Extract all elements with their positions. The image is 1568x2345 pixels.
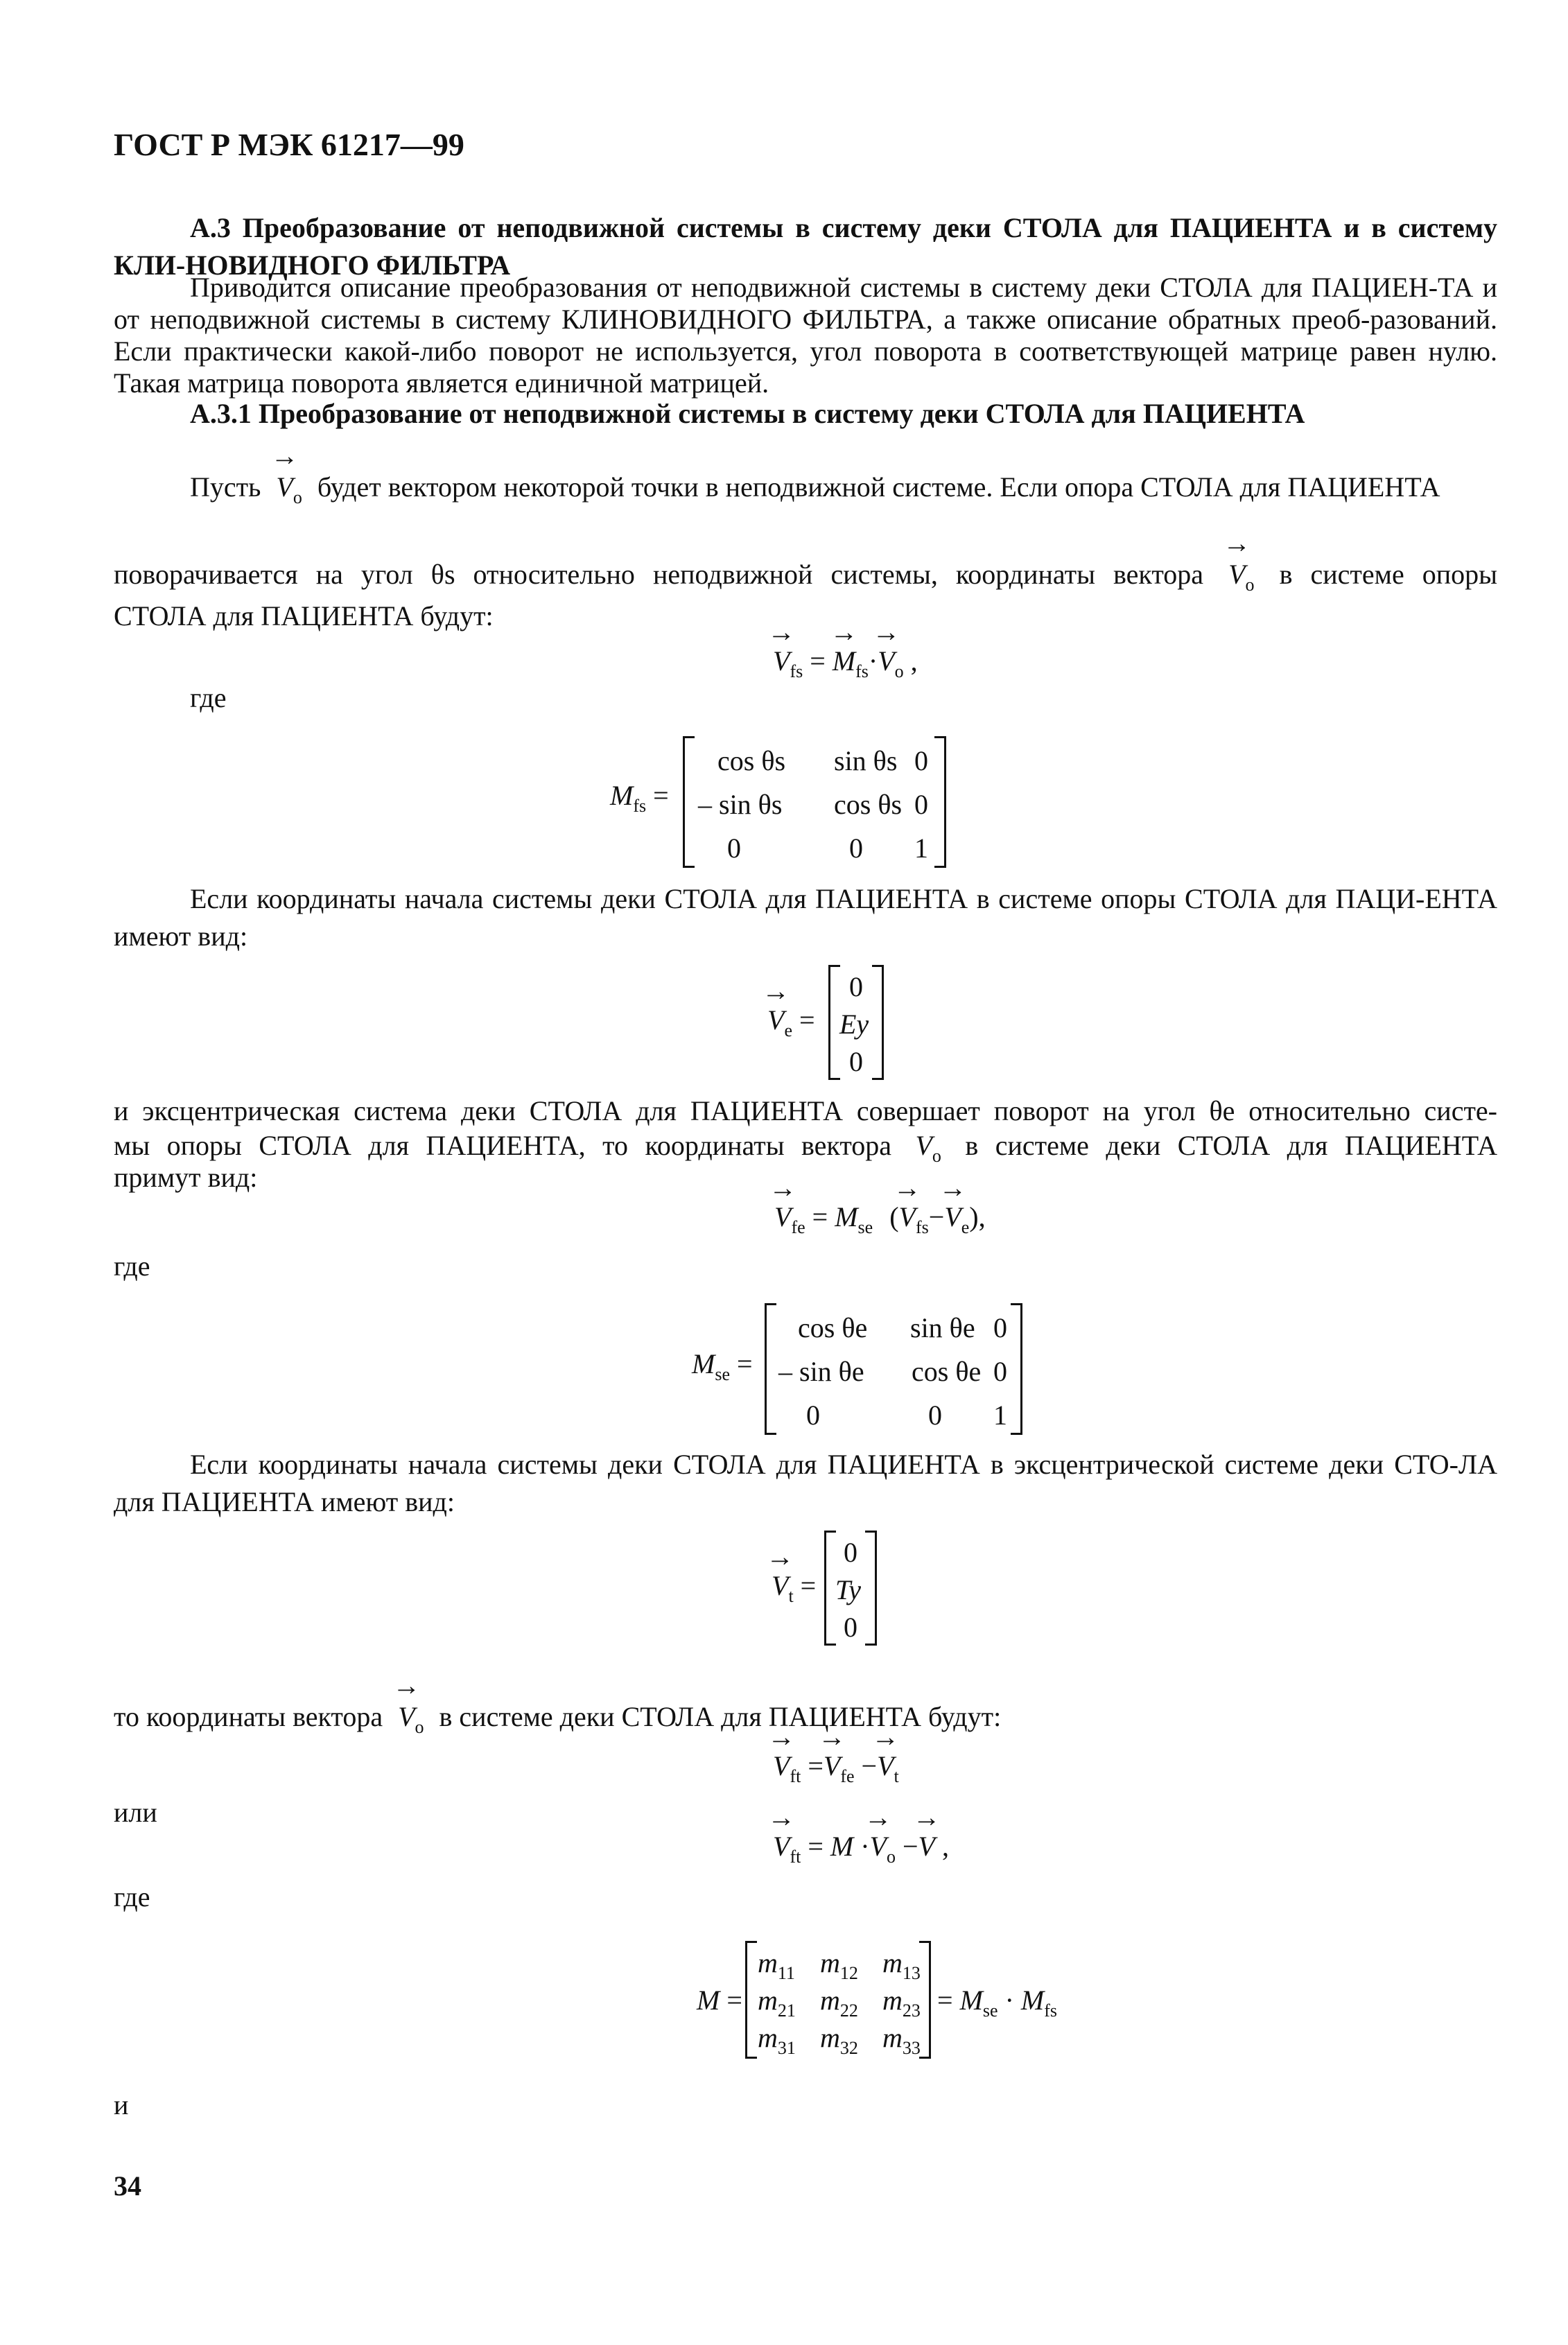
matrix-cell [820,1984,858,2021]
subscript: o [894,661,904,681]
matrix-cell: – sin θe [778,1356,864,1387]
paragraph-table-origin [114,880,1497,955]
p1-start: Пусть [190,471,261,503]
paragraph-eccentric-2 [114,1127,1497,1175]
vector-right-bracket [872,965,884,1080]
v-subscript: o [932,1146,941,1166]
m-base: m [882,1947,903,1978]
v-symbol: → V [398,1698,415,1736]
or-label: или [114,1797,157,1828]
rparen: ) [969,1201,979,1232]
matrix-m-label [697,1984,742,2016]
matrix-cell: 0 [914,789,928,820]
paragraph-eccentric-3 [114,1159,257,1196]
matrix-cell: sin θs [834,745,898,776]
matrix-cell: 0 [849,832,863,864]
m-index: 13 [902,1963,921,1983]
matrix-cell: 0 [806,1400,820,1431]
paragraph-eccentric-origin [114,1446,1497,1521]
v-subscript: o [293,487,302,507]
m-base: m [820,1947,840,1978]
m-base: m [882,2022,903,2053]
v-symbol: → V [773,1750,790,1782]
matrix-m-product [937,1984,1057,2021]
paragraph-eccentric-1 [114,1092,1497,1130]
m-base: m [758,2022,778,2053]
matrix-mse-label [692,1348,753,1385]
vector-cell: Ey [839,1009,869,1040]
lparen: ( [889,1201,899,1232]
vector-left-bracket [824,1531,836,1646]
vector-cell: 0 [844,1612,857,1643]
matrix-cell: 0 [914,745,928,776]
matrix-cell: – sin θs [698,789,783,820]
subscript: se [857,1217,873,1237]
vector-ve-label [767,1004,815,1041]
equals: = [808,1750,824,1781]
p2-mid: в системе опоры [1279,559,1498,590]
matrix-mfs [683,736,946,868]
v-symbol: → V [1228,556,1245,593]
vector-right-bracket [865,1531,877,1646]
p1-end: будет вектором некоторой точки в неподвижной системе. Если опора СТОЛА для ПАЦИЕНТА [317,471,1440,503]
matrix-left-bracket [745,1941,757,2059]
subscript: fs [633,796,647,816]
vector-vo-inline-4 [398,1701,424,1737]
matrix-cell: cos θs [717,745,786,776]
subscript: fs [855,661,869,681]
paragraph-rotation-cont [114,598,494,635]
p3-text: Если координаты начала системы деки СТОЛА для ПАЦИЕНТА в системе опоры СТОЛА для ПАЦИ-ЕНТА имеют вид: [114,883,1497,952]
matrix-cell: 0 [993,1356,1007,1387]
matrix-left-bracket [765,1303,776,1435]
v-symbol: → V [773,645,790,677]
paragraph-rotation [114,556,1497,604]
and-label: и [114,2089,129,2120]
vector-vo-inline [276,471,302,507]
m-symbol: M [830,1831,854,1862]
subscript: e [784,1020,792,1040]
m-index: 33 [902,2038,921,2058]
v-symbol: → V [773,1830,790,1863]
matrix-cell [820,2021,858,2059]
v-symbol: → V [899,1201,916,1233]
p4-line1: и эксцентрическая система деки СТОЛА для ПАЦИЕНТА совершает поворот на угол θe относительно систе- [114,1095,1497,1126]
v-symbol: → V [918,1830,935,1863]
m-symbol: M [1020,1985,1045,2016]
matrix-mse [765,1303,1022,1435]
m-symbol: M [697,1985,720,2016]
p6-start: то координаты вектора [114,1701,383,1732]
subscript: fs [1044,2000,1057,2021]
p6-end: в системе деки СТОЛА для ПАЦИЕНТА будут: [439,1701,1002,1732]
v-subscript: o [415,1717,424,1737]
p4-line2-end: в системе деки СТОЛА для ПАЦИЕНТА [965,1130,1498,1161]
v-symbol: → V [276,469,293,506]
subscript: ft [790,1766,801,1786]
subscript: fs [790,661,803,681]
m-base: m [820,1985,840,2016]
m-index: 31 [777,2038,796,2058]
matrix-cell: 1 [914,832,928,864]
minus: − [902,1831,918,1862]
vector-vo-inline-3 [915,1130,941,1166]
matrix-right-bracket [1011,1303,1022,1435]
subsection-title [190,395,1497,433]
equals: = [653,780,669,811]
matrix-left-bracket [683,736,695,868]
matrix-cell: 0 [993,1312,1007,1343]
equals: = [800,1570,817,1601]
vector-cell: 0 [844,1537,857,1568]
equals: = [812,1201,828,1232]
matrix-cell [882,2021,921,2059]
matrix-cell [758,1946,795,1984]
equals: = [808,1831,824,1862]
v-symbol: → V [774,1201,791,1233]
equation-vft-1 [773,1750,899,1787]
dot: · [860,1831,870,1862]
where-label-2: где [114,1250,150,1282]
vector-left-bracket [828,965,840,1080]
vector-cell: Ty [835,1574,862,1605]
vector-cell: 0 [849,1046,863,1077]
subsection-title-text: А.3.1 Преобразование от неподвижной системы в систему деки СТОЛА для ПАЦИЕНТА [190,398,1305,429]
m-symbol: → M [833,645,855,677]
p5-text: Если координаты начала системы деки СТОЛА для ПАЦИЕНТА в эксцентрической системе деки СТО-ЛА для ПАЦИЕНТА имеют вид: [114,1449,1497,1517]
subscript: t [788,1586,794,1606]
subscript: fe [840,1766,855,1786]
where-label-1: где [190,682,227,713]
m-index: 12 [839,1963,858,1983]
vector-vt [824,1531,877,1646]
matrix-cell: 0 [928,1400,942,1431]
equals: = [799,1004,815,1036]
v-symbol: → V [877,1750,894,1782]
equals: = [937,1985,953,2016]
matrix-cell [758,2021,796,2059]
v-symbol: → V [878,645,894,677]
subscript: o [886,1847,896,1867]
matrix-cell [882,1946,921,1984]
m-symbol: M [610,780,634,811]
m-base: m [758,1985,778,2016]
m-index: 21 [777,2000,796,2021]
p2-start: поворачивается на угол θs относительно неподвижной системы, координаты вектора [114,559,1204,590]
p4-line2-start: мы опоры СТОЛА для ПАЦИЕНТА, то координаты вектора [114,1130,892,1161]
v-subscript: o [1245,575,1255,595]
m-base: m [820,2022,840,2053]
paragraph-vector-definition [190,469,1497,516]
m-index: 32 [839,2038,858,2058]
vector-vt-label [772,1569,816,1607]
m-symbol: M [835,1201,858,1232]
vector-cell: 0 [849,971,863,1002]
subscript: e [961,1217,970,1237]
intro-text: Приводится описание преобразования от неподвижной системы в систему деки СТОЛА для ПАЦИЕН-ТА и от неподвижной системы в систему КЛИНОВИДНОГО ФИЛЬТРА, а также описание обратных преоб-разований. Если практически какой-либо поворот не используется, угол поворота в соответствующей матрице равен нулю. Такая матрица поворота является единичной матрицей. [114,272,1497,399]
equals: = [810,645,826,677]
equation-vft-2 [773,1830,949,1867]
m-symbol: M [959,1985,983,2016]
subscript: ft [790,1847,801,1867]
m-index: 11 [777,1963,795,1983]
m-index: 23 [902,2000,921,2021]
v-symbol: → V [944,1201,961,1233]
matrix-right-bracket [934,736,946,868]
equals: = [726,1985,742,2016]
p4-line3: примут вид: [114,1162,258,1193]
equation-vfs [773,645,918,682]
v-symbol: → V [767,1004,784,1036]
document-header: ГОСТ Р МЭК 61217—99 [114,127,464,162]
matrix-cell [820,1946,858,1984]
where-label-3: где [114,1881,150,1912]
subscript: t [894,1766,899,1786]
m-index: 22 [839,2000,858,2021]
matrix-cell: 1 [993,1400,1007,1431]
minus: − [861,1750,878,1781]
matrix-cell [758,1984,796,2021]
m-symbol: M [692,1348,715,1379]
v-symbol: → V [772,1569,788,1602]
matrix-mfs-label [610,779,669,817]
v-symbol: V [915,1130,932,1161]
subscript: fs [915,1217,929,1237]
comma: , [978,1201,986,1232]
intro-paragraph [114,272,1497,399]
comma: , [941,1831,949,1862]
matrix-m [745,1941,931,2059]
m-base: m [758,1947,778,1978]
matrix-cell: sin θe [910,1312,975,1343]
matrix-cell: cos θe [912,1356,982,1387]
matrix-right-bracket [919,1941,931,2059]
page-number: 34 [114,2170,141,2202]
paragraph-table-coords [114,1698,1001,1746]
matrix-cell [882,1984,921,2021]
subscript: se [715,1364,730,1384]
comma: , [910,645,918,677]
subscript: se [982,2000,998,2021]
v-symbol: → V [870,1830,887,1863]
dot: · [1004,1985,1014,2016]
matrix-cell: 0 [727,832,741,864]
vector-ve [828,965,884,1080]
vector-vo-inline-2 [1228,559,1255,595]
m-base: m [882,1985,903,2016]
equals: = [737,1348,753,1379]
section-title-text: А.3 Преобразование от неподвижной системы в систему деки СТОЛА для ПАЦИЕНТА и в систему КЛИ-НОВИДНОГО ФИЛЬТРА [114,212,1497,281]
p2-end: СТОЛА для ПАЦИЕНТА будут: [114,600,494,631]
subscript: fe [791,1217,805,1237]
minus: − [928,1201,945,1232]
matrix-cell: cos θe [798,1312,868,1343]
equation-vfe [774,1201,986,1238]
matrix-cell: cos θs [834,789,903,820]
v-symbol: → V [824,1750,840,1782]
dot: · [868,645,878,677]
